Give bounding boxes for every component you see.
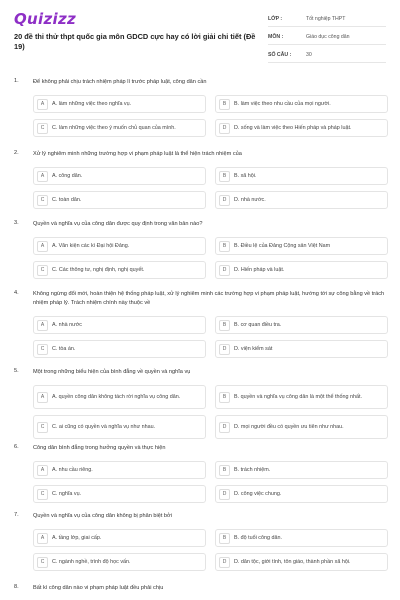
answer-options <box>33 385 388 439</box>
option-letter-badge: C <box>37 195 48 206</box>
option-letter-badge: A <box>37 533 48 544</box>
answer-option[interactable] <box>215 237 388 255</box>
meta-value: 30 <box>306 52 312 58</box>
meta-row-count <box>268 48 386 63</box>
option-text: B. quyền và nghĩa vụ công dân là một thể thống nhất. <box>234 393 362 400</box>
worksheet-header <box>0 0 400 64</box>
question-block <box>0 444 388 503</box>
answer-option[interactable] <box>215 95 388 113</box>
question-number: 4. <box>14 290 19 296</box>
question-text: Quyền và nghĩa vụ của công dân được quy định trong văn bản nào? <box>33 221 203 227</box>
answer-option[interactable] <box>215 119 388 137</box>
question-text: Xử lý nghiêm minh những trường hợp vi phạm pháp luật là thể hiện trách nhiệm của <box>33 151 242 157</box>
answer-option[interactable] <box>215 553 388 571</box>
question-number: 3. <box>14 220 19 226</box>
answer-option[interactable] <box>215 385 388 409</box>
option-letter-badge: D <box>219 344 230 355</box>
meta-value: Tốt nghiệp THPT <box>306 16 346 22</box>
answer-option[interactable] <box>215 340 388 358</box>
question-number: 1. <box>14 78 19 84</box>
option-letter-badge: C <box>37 344 48 355</box>
answer-option[interactable] <box>33 261 206 279</box>
question-block <box>0 368 388 439</box>
option-letter-badge: C <box>37 557 48 568</box>
option-text: D. mọi người đều có quyền ưu tiên như nhau. <box>234 423 344 430</box>
answer-option[interactable] <box>33 119 206 137</box>
question-number: 5. <box>14 368 19 374</box>
option-letter-badge: A <box>37 392 48 403</box>
answer-option[interactable] <box>215 191 388 209</box>
meta-key: LỚP : <box>268 16 283 22</box>
option-letter-badge: D <box>219 265 230 276</box>
answer-option[interactable] <box>33 485 206 503</box>
option-text: B. làm việc theo nhu cầu của mọi người. <box>234 100 331 107</box>
option-text: D. nhà nước. <box>234 196 266 203</box>
option-text: C. Các thông tư, nghị định, nghị quyết. <box>52 266 145 273</box>
answer-option[interactable] <box>33 237 206 255</box>
meta-value: Giáo dục công dân <box>306 34 350 40</box>
option-text: A. làm những việc theo nghĩa vụ. <box>52 100 132 107</box>
question-number: 7. <box>14 512 19 518</box>
option-text: D. sống và làm việc theo Hiến pháp và pháp luật. <box>234 124 352 131</box>
option-letter-badge: C <box>37 489 48 500</box>
answer-options <box>33 529 388 571</box>
option-letter-badge: B <box>219 392 230 403</box>
option-text: A. tầng lớp, giai cấp. <box>52 534 102 541</box>
question-number: 2. <box>14 150 19 156</box>
option-letter-badge: C <box>37 123 48 134</box>
question-number: 6. <box>14 444 19 450</box>
answer-option[interactable] <box>33 167 206 185</box>
question-text: Bất kì công dân nào vi phạm pháp luật đều phải chịu <box>33 585 164 591</box>
option-letter-badge: D <box>219 195 230 206</box>
option-text: C. làm những việc theo ý muốn chủ quan của mình. <box>52 124 176 131</box>
option-text: B. xã hội. <box>234 172 257 179</box>
option-text: A. công dân. <box>52 172 83 179</box>
option-letter-badge: A <box>37 241 48 252</box>
quizizz-logo: Quizizz <box>14 10 77 28</box>
option-text: B. trách nhiệm. <box>234 466 271 473</box>
option-letter-badge: C <box>37 422 48 433</box>
option-text: C. ngành nghề, trình độ học vấn. <box>52 558 131 565</box>
answer-option[interactable] <box>33 340 206 358</box>
option-letter-badge: A <box>37 465 48 476</box>
question-block <box>0 290 388 358</box>
option-letter-badge: A <box>37 99 48 110</box>
answer-option[interactable] <box>215 415 388 439</box>
answer-options <box>33 461 388 503</box>
option-text: A. nhu cầu riêng. <box>52 466 93 473</box>
option-letter-badge: D <box>219 557 230 568</box>
option-letter-badge: A <box>37 320 48 331</box>
answer-options <box>33 316 388 358</box>
question-text: Để không phải chịu trách nhiệm pháp lí trước pháp luật, công dân cần <box>33 79 207 85</box>
option-text: A. nhà nước <box>52 321 82 328</box>
option-text: C. ai cũng có quyền và nghĩa vụ như nhau. <box>52 423 156 430</box>
answer-option[interactable] <box>215 167 388 185</box>
question-text: Không ngừng đổi mới, hoàn thiện hệ thống pháp luật, xử lý nghiêm minh các trường hợp vi phạm pháp luật, hướng tới sự công bằng về trách nhiệm pháp lý. Trách nhiệm chính này thuộc về <box>33 291 385 306</box>
answer-option[interactable] <box>33 316 206 334</box>
option-letter-badge: B <box>219 465 230 476</box>
meta-key: SỐ CÂU : <box>268 52 292 58</box>
question-text: Một trong những biểu hiện của bình đẳng về quyền và nghĩa vụ <box>33 369 191 375</box>
answer-options <box>33 167 388 209</box>
option-text: C. nghĩa vụ. <box>52 490 82 497</box>
option-text: B. độ tuổi công dân. <box>234 534 282 541</box>
option-text: D. viện kiểm sát <box>234 345 273 352</box>
question-number: 8. <box>14 584 19 590</box>
meta-key: MÔN : <box>268 34 284 40</box>
answer-option[interactable] <box>33 191 206 209</box>
answer-option[interactable] <box>33 553 206 571</box>
answer-option[interactable] <box>33 385 206 409</box>
option-text: B. cơ quan điều tra. <box>234 321 282 328</box>
question-block <box>0 584 388 593</box>
option-letter-badge: A <box>37 171 48 182</box>
option-letter-badge: B <box>219 99 230 110</box>
question-text: Công dân bình đẳng trong hưởng quyền và thực hiện <box>33 445 166 451</box>
option-text: B. Điều lệ của Đảng Cộng sản Việt Nam <box>234 242 331 249</box>
worksheet-meta <box>268 12 386 63</box>
answer-option[interactable] <box>33 529 206 547</box>
option-text: D. dân tộc, giới tính, tôn giáo, thành phần xã hội. <box>234 558 351 565</box>
option-letter-badge: B <box>219 171 230 182</box>
option-letter-badge: C <box>37 265 48 276</box>
answer-option[interactable] <box>33 415 206 439</box>
worksheet-title: 20 đề thi thử thpt quốc gia môn GDCD cực hay có lời giải chi tiết (Đề 19) <box>14 32 256 51</box>
answer-option[interactable] <box>33 461 206 479</box>
answer-option[interactable] <box>215 485 388 503</box>
option-text: C. tòa án. <box>52 345 76 352</box>
option-letter-badge: D <box>219 422 230 433</box>
option-letter-badge: B <box>219 533 230 544</box>
meta-row-subject <box>268 30 386 45</box>
option-text: A. quyền công dân không tách rời nghĩa vụ công dân. <box>52 393 181 400</box>
question-block <box>0 220 388 279</box>
option-text: C. toàn dân. <box>52 196 82 203</box>
option-letter-badge: D <box>219 123 230 134</box>
answer-options <box>33 237 388 279</box>
question-block <box>0 78 388 137</box>
question-block <box>0 150 388 209</box>
answer-option[interactable] <box>215 316 388 334</box>
answer-option[interactable] <box>215 461 388 479</box>
option-text: D. công việc chung. <box>234 490 282 497</box>
option-text: D. Hiến pháp và luật. <box>234 266 285 273</box>
meta-row-class <box>268 12 386 27</box>
answer-option[interactable] <box>215 261 388 279</box>
option-letter-badge: D <box>219 489 230 500</box>
answer-options <box>33 95 388 137</box>
question-block <box>0 512 388 571</box>
option-text: A. Văn kiện các kì Đại hội Đảng. <box>52 242 130 249</box>
answer-option[interactable] <box>33 95 206 113</box>
option-letter-badge: B <box>219 320 230 331</box>
option-letter-badge: B <box>219 241 230 252</box>
answer-option[interactable] <box>215 529 388 547</box>
question-text: Quyền và nghĩa vụ của công dân không bị phân biệt bởi <box>33 513 172 519</box>
